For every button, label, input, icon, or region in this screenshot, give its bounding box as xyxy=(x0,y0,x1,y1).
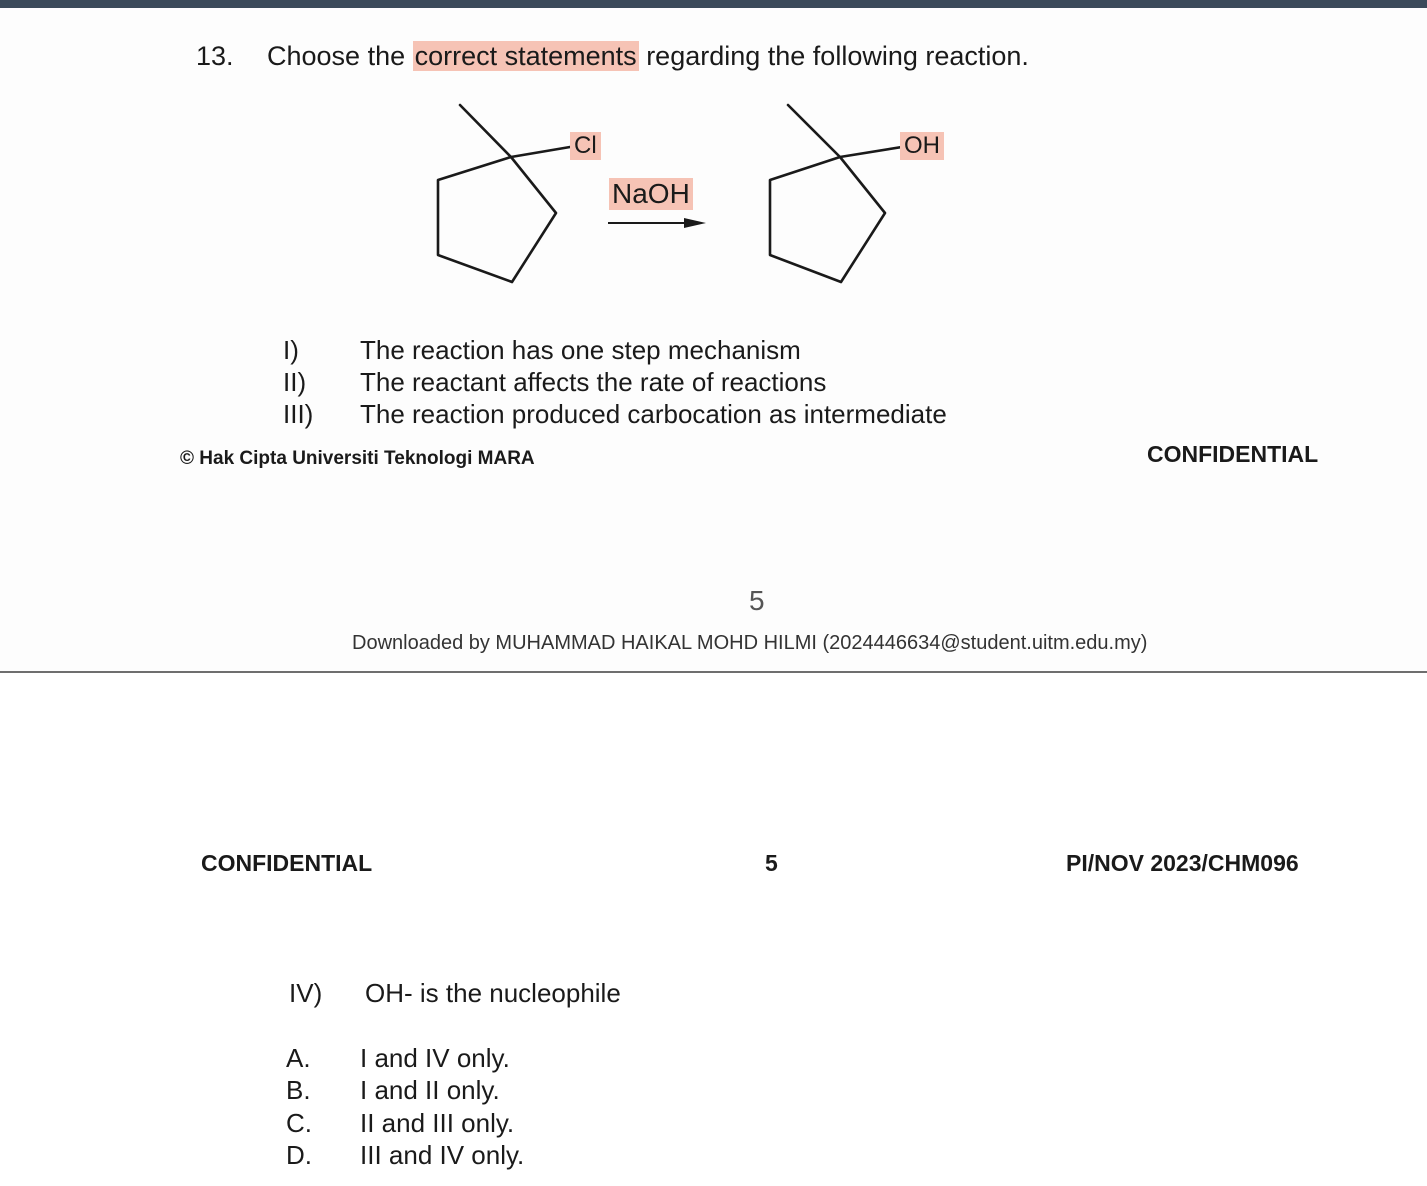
question-text xyxy=(267,41,1029,72)
header-paper-code: PI/NOV 2023/CHM096 xyxy=(1066,850,1299,876)
option-letter: D. xyxy=(286,1140,312,1170)
product-substituent-label: OH xyxy=(900,132,944,160)
option-text: I and II only. xyxy=(360,1075,500,1105)
product-structure xyxy=(770,105,900,282)
option-text: III and IV only. xyxy=(360,1140,525,1170)
statement-text: The reaction has one step mechanism xyxy=(360,335,801,365)
download-notice: Downloaded by MUHAMMAD HAIKAL MOHD HILMI (2024446634@student.uitm.edu.my) xyxy=(352,632,1148,654)
option-text: II and III only. xyxy=(360,1108,515,1138)
option-letter: C. xyxy=(286,1108,312,1138)
page-lower-sheet xyxy=(0,673,1427,1186)
statement-text: OH- is the nucleophile xyxy=(365,978,621,1008)
reaction-arrow xyxy=(608,218,706,228)
statement-number: III) xyxy=(283,399,314,429)
statement-number: I) xyxy=(283,335,299,365)
copyright-notice: © Hak Cipta Universiti Teknologi MARA xyxy=(180,448,535,469)
header-page-number: 5 xyxy=(765,850,778,876)
statement-text: The reactant affects the rate of reactions xyxy=(360,367,827,397)
option-text: I and IV only. xyxy=(360,1043,510,1073)
window-top-bar xyxy=(0,0,1427,8)
question-number: 13. xyxy=(196,41,234,71)
question-highlight: correct statements xyxy=(414,41,637,71)
statement-text: The reaction produced carbocation as intermediate xyxy=(360,399,947,429)
reactant-cyclopentane-ring xyxy=(438,157,556,282)
reagent-label: NaOH xyxy=(609,178,693,210)
reactant-methyl-bond xyxy=(460,105,511,157)
product-oh-bond xyxy=(840,147,900,157)
footer-page-number: 5 xyxy=(749,585,765,616)
footer-confidential: CONFIDENTIAL xyxy=(1147,441,1319,467)
option-letter: A. xyxy=(286,1043,311,1073)
option-letter: B. xyxy=(286,1075,311,1105)
reactant-cl-bond xyxy=(511,147,570,157)
reactant-substituent-label: Cl xyxy=(570,132,601,160)
header-confidential: CONFIDENTIAL xyxy=(201,850,373,876)
product-cyclopentane-ring xyxy=(770,157,885,282)
question-text-before: Choose the xyxy=(267,41,413,71)
product-methyl-bond xyxy=(788,105,840,157)
statement-number: IV) xyxy=(289,978,323,1008)
reactant-structure xyxy=(438,105,570,282)
question-text-after: regarding the following reaction. xyxy=(638,41,1029,71)
statement-number: II) xyxy=(283,367,307,397)
